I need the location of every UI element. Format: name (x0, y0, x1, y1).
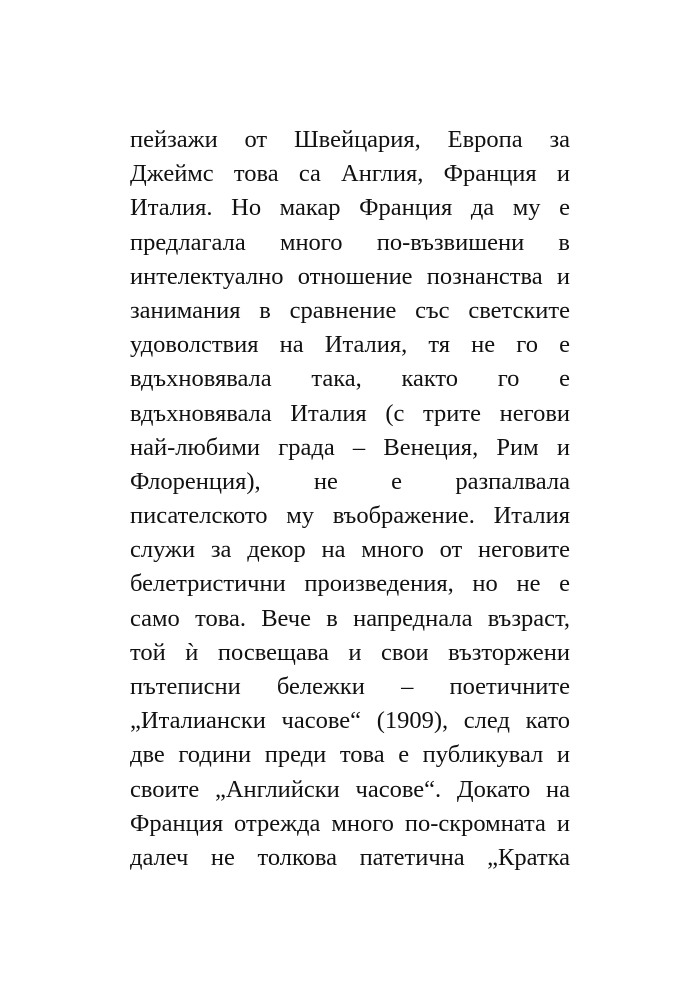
text-line: занимания в сравнение със светските (130, 296, 570, 324)
text-line: интелектуално отношение познанства и (130, 262, 570, 290)
text-line: пътеписни бележки – поетичните (130, 673, 570, 700)
text-line: далеч не толкова патетична „Кратка (130, 843, 570, 871)
text-line: той ѝ посвещава и свои възторжени (130, 638, 570, 666)
text-line: Франция отрежда много по-скромната и (130, 809, 570, 837)
text-line: своите „Английски часове“. Докато на (130, 775, 570, 803)
text-line: вдъхновявала така, както го е (130, 365, 570, 393)
text-line: служи за декор на много от неговите (130, 536, 570, 564)
text-line: най-любими града – Венеция, Рим и (130, 433, 570, 461)
text-line: удоволствия на Италия, тя не го е (130, 331, 570, 359)
text-line: вдъхновявала Италия (с трите негови (130, 399, 570, 427)
text-line: само това. Вече в напреднала възраст, (130, 604, 570, 632)
text-line: „Италиански часове“ (1909), след като (130, 707, 570, 735)
text-line: писателското му въображение. Италия (130, 502, 570, 530)
text-line: Италия. Но макар Франция да му е (130, 194, 570, 222)
text-line: белетристични произведения, но не е (130, 570, 570, 598)
text-line: Джеймс това са Англия, Франция и (130, 160, 570, 188)
body-text (130, 123, 570, 875)
text-line: предлагала много по-възвишени в (130, 228, 570, 256)
text-line: Флоренция), не е разпалвала (130, 467, 570, 495)
text-line: пейзажи от Швейцария, Европа за (130, 126, 570, 153)
text-line: две години преди това е публикувал и (130, 741, 570, 769)
